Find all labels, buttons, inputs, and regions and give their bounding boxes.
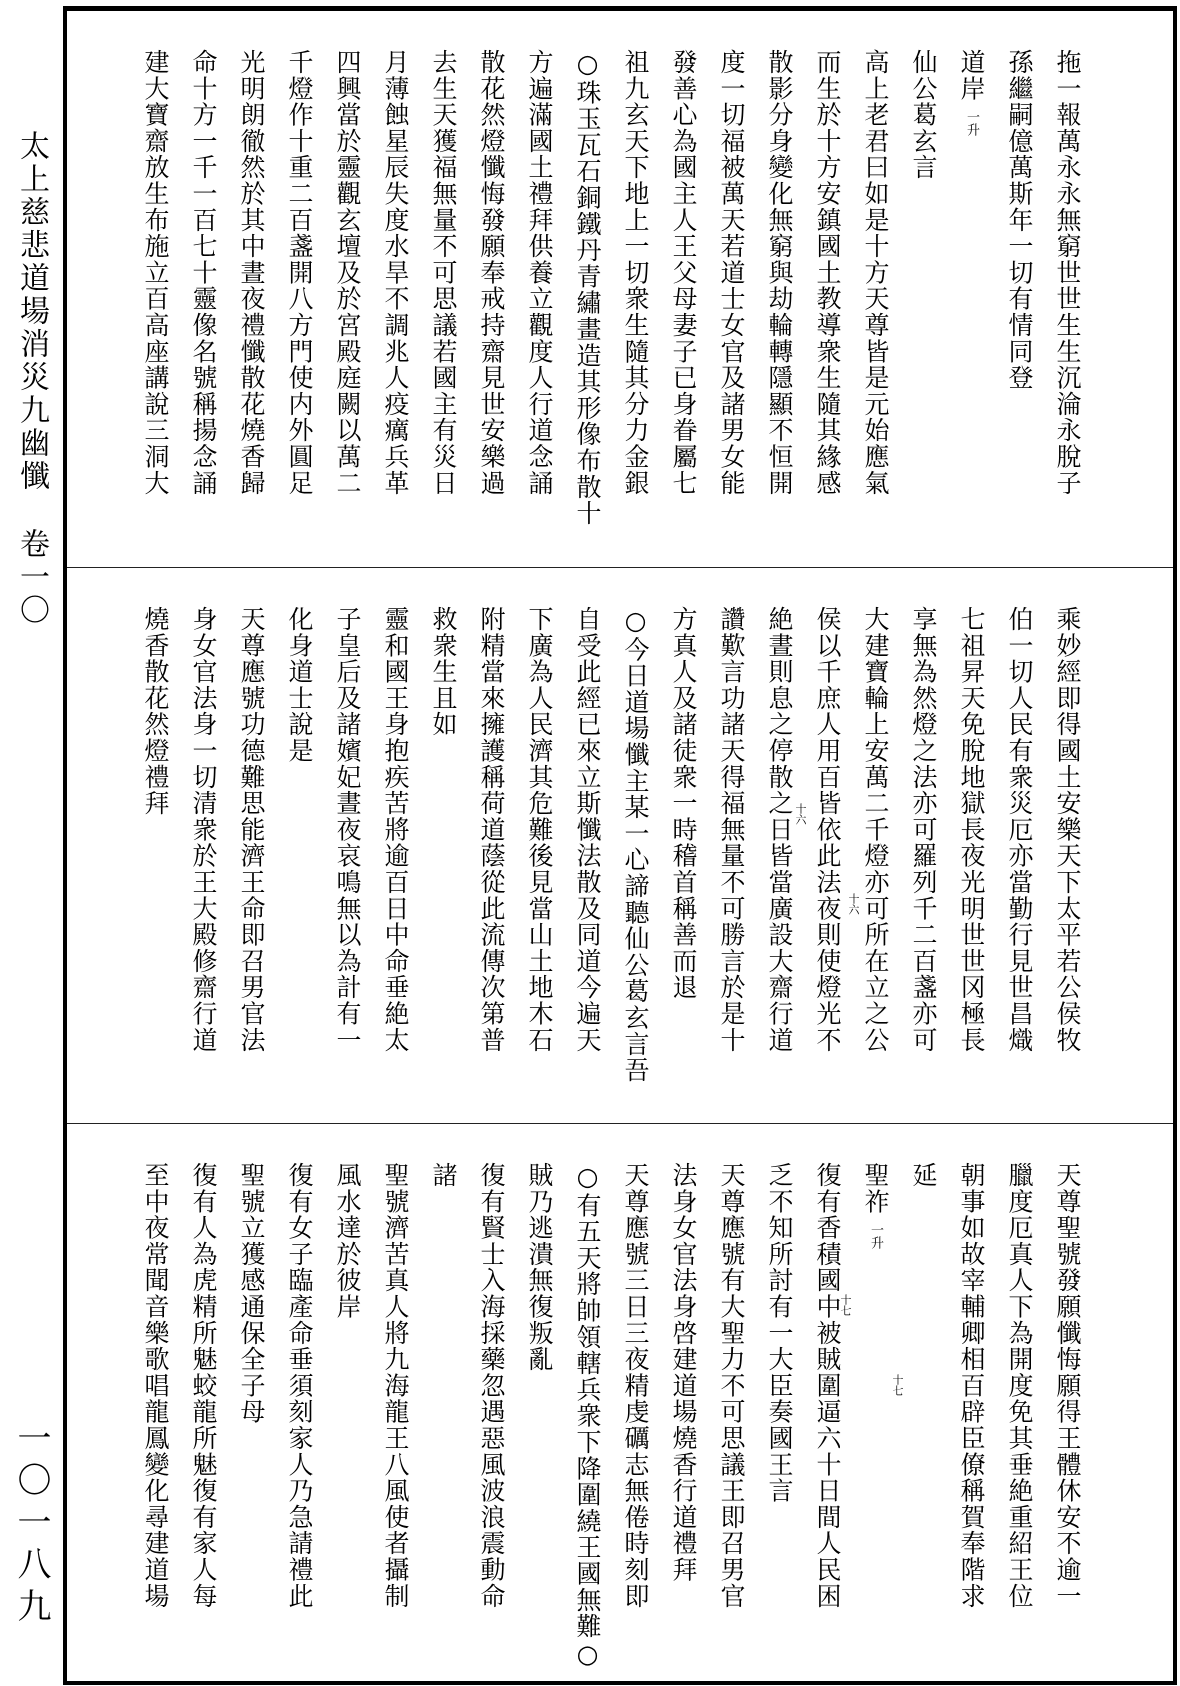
column-text: 月薄蝕星辰失度水旱不調兆人疫癘兵革: [381, 49, 410, 497]
column-text: ○有五天將帥領轄兵衆下降圍繞王國無難○: [573, 1162, 602, 1670]
column-text: 自受此經已來立斯懺法散及同道今遍天: [573, 606, 602, 1054]
text-column: [995, 606, 1043, 1106]
text-column: [947, 606, 995, 1106]
column-text: 方真人及諸徒衆一時稽首稱善而退: [669, 606, 698, 1001]
text-column: [275, 606, 323, 1106]
text-column: [611, 606, 659, 1106]
text-column: [419, 49, 467, 549]
text-column: [515, 1162, 563, 1662]
column-text: 大建寶輪上安萬二千燈亦可所在立之公: [861, 606, 890, 1054]
column-text: 賊乃逃潰無復叛亂: [525, 1162, 554, 1373]
text-column: [419, 1162, 467, 1662]
column-text: 七祖昇天免脫地獄長夜光明世世冈極長: [957, 606, 986, 1054]
text-column: [563, 1162, 611, 1670]
running-title: [8, 130, 54, 627]
text-column: [707, 1162, 755, 1662]
text-column: [275, 49, 323, 549]
text-column: [803, 606, 851, 1106]
column-text: 法身女官法身啓建道場燒香行道禮拜: [669, 1162, 698, 1583]
column-text: 度一切福被萬天若道士女官及諸男女能: [717, 49, 746, 497]
text-column: [755, 606, 803, 1106]
column-text: 下廣為人民濟其危難後見當山土地木石: [525, 606, 554, 1054]
text-column: [419, 606, 467, 1106]
register-bottom: [67, 1123, 1173, 1680]
column-text: 散花然燈懺悔發願奉戒持齋見世安樂過: [477, 49, 506, 497]
register-top: [67, 11, 1173, 567]
text-column: [323, 1162, 371, 1662]
text-columns: [131, 49, 1091, 549]
column-text: 方遍滿國土禮拜供養立觀度人行道念誦: [525, 49, 554, 497]
column-text: 聖號濟苦真人將九海龍王八風使者攝制: [381, 1162, 410, 1610]
text-column: [323, 606, 371, 1106]
text-column: [947, 49, 995, 549]
text-column: [947, 1162, 995, 1662]
column-text: ○今日道場懺主某一心諦聽仙公葛玄言吾: [621, 606, 650, 1084]
column-text: 化身道士說是: [285, 606, 314, 764]
text-column: [131, 1162, 179, 1662]
column-text: 聖祚: [861, 1162, 890, 1215]
text-column: [1043, 1162, 1091, 1662]
column-text: 天尊應號功德難思能濟王命即召男官法: [237, 606, 266, 1054]
text-column: [803, 1162, 851, 1662]
margin-mark: 十七: [839, 1294, 852, 1316]
column-text: 道岸: [957, 49, 986, 102]
book-title: 太上慈悲道場消災九幽懺: [14, 130, 49, 493]
column-text: 建大寶齋放生布施立百高座講說三洞大: [141, 49, 170, 497]
text-column: [659, 49, 707, 549]
column-note: 一升: [964, 109, 979, 136]
column-text: 乏不知所討有一大臣奏國王言: [765, 1162, 794, 1504]
text-columns: [131, 606, 1091, 1106]
text-column: [227, 49, 275, 549]
column-text: 靈和國王身抱疾苦將逾百日中命垂絶太: [381, 606, 410, 1054]
text-column: [467, 606, 515, 1106]
text-column: [803, 49, 851, 549]
column-text: 光明朗徹然於其中晝夜禮懺散花燒香歸: [237, 49, 266, 497]
text-column: [131, 49, 179, 549]
column-text: 祖九玄天下地上一切衆生隨其分力金銀: [621, 49, 650, 497]
column-text: 天尊聖號發願懺悔願得王體休安不逾一: [1053, 1162, 1082, 1610]
text-column: [467, 49, 515, 549]
column-text: 子皇后及諸嬪妃晝夜哀鳴無以為計有一: [333, 606, 362, 1054]
text-column: [899, 1162, 947, 1662]
text-column: [563, 49, 611, 549]
column-text: 乘妙經即得國土安樂天下太平若公侯牧: [1053, 606, 1082, 1054]
text-column: [995, 49, 1043, 549]
column-text: 朝事如故宰輔卿相百辟臣僚稱賀奉階求: [957, 1162, 986, 1610]
margin-mark: 十六: [794, 803, 807, 825]
text-column: [659, 606, 707, 1106]
text-column: [227, 606, 275, 1106]
text-column: [899, 606, 947, 1106]
text-column: [371, 606, 419, 1106]
column-text: 身女官法身一切清衆於王大殿修齋行道: [189, 606, 218, 1054]
column-text: 復有人為虎精所魅蛟龍所魅復有家人每: [189, 1162, 218, 1610]
column-text: 命十方一千一百七十靈像名號稱揚念誦: [189, 49, 218, 497]
text-column: [707, 606, 755, 1106]
text-column: [611, 1162, 659, 1662]
text-column: [755, 49, 803, 549]
column-text: 而生於十方安鎮國土教導衆生隨其緣感: [813, 49, 842, 497]
column-text: 去生天獲福無量不可思議若國主有災日: [429, 49, 458, 497]
column-text: 燒香散花然燈禮拜: [141, 606, 170, 817]
column-text: 千燈作十重二百盞開八方門使内外圓足: [285, 49, 314, 497]
column-text: 聖號立獲感通保全子母: [237, 1162, 266, 1425]
page-number: 一〇一八九: [11, 1420, 51, 1630]
column-text: 天尊應號有大聖力不可思議王即召男官: [717, 1162, 746, 1610]
text-column: [851, 49, 899, 549]
margin-mark: 十六: [847, 893, 860, 915]
register-middle: [67, 567, 1173, 1124]
column-text: 伯一切人民有衆災厄亦當勤行見世昌熾: [1005, 606, 1034, 1054]
column-text: 復有香積國中被賊圍逼六十日間人民困: [813, 1162, 842, 1610]
column-text: 拖一報萬永永無窮世世生生沉淪永脫子: [1053, 49, 1082, 497]
column-note: 一升: [868, 1222, 883, 1249]
column-text: 諸: [429, 1162, 458, 1189]
margin-mark: 十七: [891, 1374, 904, 1396]
text-column: [755, 1162, 803, 1662]
column-text: 臘度厄真人下為開度免其垂絶重紹王位: [1005, 1162, 1034, 1610]
text-column: [1043, 606, 1091, 1106]
column-text: 發善心為國主人王父母妻子已身眷屬七: [669, 49, 698, 497]
column-text: 仙公葛玄言: [909, 49, 938, 181]
text-column: [995, 1162, 1043, 1662]
column-text: 復有賢士入海採藥忽遇惡風波浪震動命: [477, 1162, 506, 1610]
text-column: [515, 606, 563, 1106]
text-column: [851, 606, 899, 1106]
text-column: [563, 606, 611, 1106]
column-text: 散影分身變化無窮與劫輪轉隱顯不恒開: [765, 49, 794, 497]
column-text: ○珠玉瓦石銅鐵丹青繡畫造其形像布散十: [573, 49, 602, 527]
text-column: [899, 49, 947, 549]
text-column: [323, 49, 371, 549]
text-column: [851, 1162, 899, 1662]
text-column: [659, 1162, 707, 1662]
column-text: 四興當於靈觀玄壇及於宮殿庭闕以萬二: [333, 49, 362, 497]
column-text: 享無為然燈之法亦可羅列千二百盞亦可: [909, 606, 938, 1054]
column-text: 天尊應號三日三夜精虔礪志無倦時刻即: [621, 1162, 650, 1610]
text-column: [371, 49, 419, 549]
volume-label: 卷一〇: [14, 527, 49, 627]
text-column: [1043, 49, 1091, 549]
text-column: [611, 49, 659, 549]
page-frame: [63, 6, 1177, 1685]
text-column: [179, 606, 227, 1106]
column-text: 絶晝則息之停散之日皆當廣設大齋行道: [765, 606, 794, 1054]
text-column: [227, 1162, 275, 1662]
column-text: 孫繼嗣億萬斯年一切有情同登: [1005, 49, 1034, 391]
column-text: 至中夜常聞音樂歌唱龍鳳變化尋建道場: [141, 1162, 170, 1610]
text-column: [275, 1162, 323, 1662]
column-text: 救衆生且如: [429, 606, 458, 738]
text-column: [131, 606, 179, 1106]
column-text: 高上老君曰如是十方天尊皆是元始應氣: [861, 49, 890, 497]
text-column: [371, 1162, 419, 1662]
column-text: 風水達於彼岸: [333, 1162, 362, 1320]
text-column: [179, 1162, 227, 1662]
column-text: 讚歎言功諸天得福無量不可勝言於是十: [717, 606, 746, 1054]
text-column: [467, 1162, 515, 1662]
text-column: [515, 49, 563, 549]
column-text: 延: [909, 1162, 938, 1189]
column-text: 附精當來擁護稱荷道蔭從此流傳次第普: [477, 606, 506, 1054]
text-column: [179, 49, 227, 549]
text-column: [707, 49, 755, 549]
column-text: 復有女子臨產命垂須刻家人乃急請禮此: [285, 1162, 314, 1610]
text-columns: [131, 1162, 1091, 1670]
column-text: 侯以千庶人用百皆依此法夜則使燈光不: [813, 606, 842, 1054]
